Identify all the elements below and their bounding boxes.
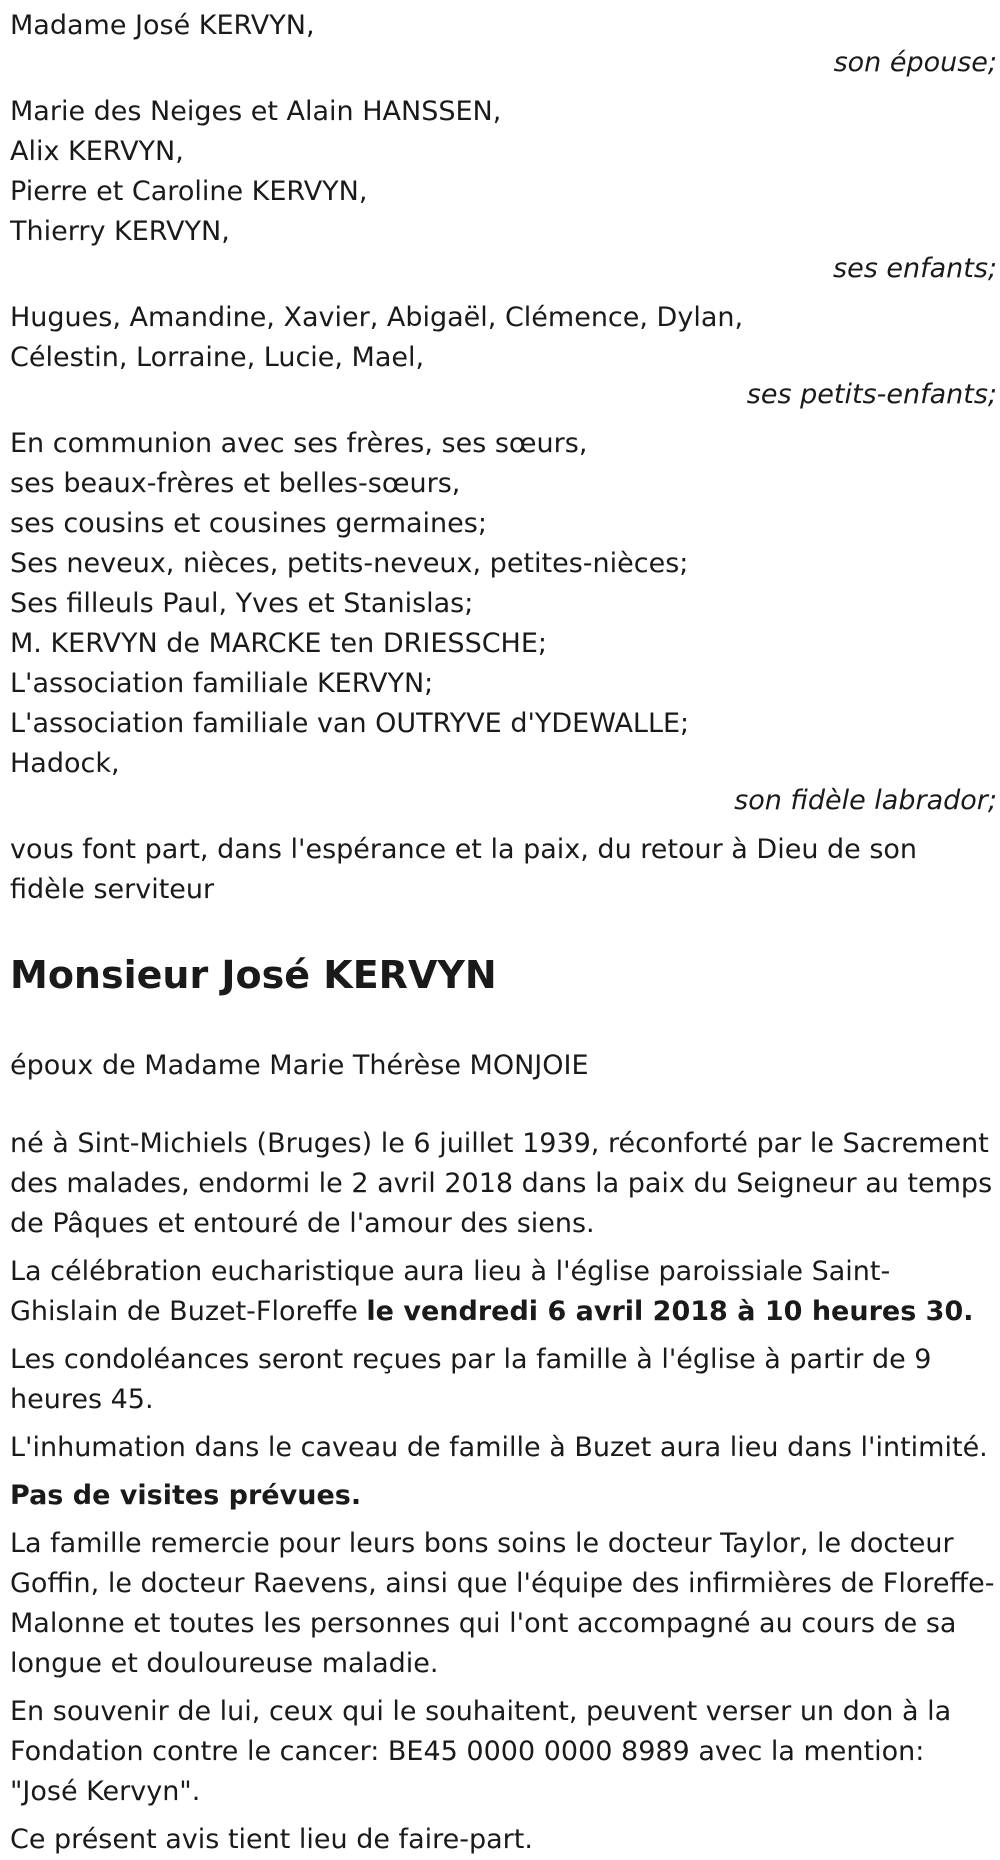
spouse-of-text: époux de Madame Marie Thérèse MONJOIE	[10, 1050, 589, 1081]
ceremony-date: le vendredi 6 avril 2018 à 10 heures 30.	[366, 1296, 974, 1327]
child-line: Alix KERVYN,	[10, 136, 184, 167]
children-role: ses enfants;	[833, 253, 997, 284]
pet-role: son fidèle labrador;	[734, 785, 997, 816]
ceremony-paragraph	[10, 1252, 998, 1332]
thanks-text: La famille remercie pour leurs bons soins le docteur Taylor, le docteur Goffin, le docteur Raevens, ainsi que l'équipe des infirmières de Floreffe-Malonne et toutes les personnes qui l'ont accompagné au cours de sa longue et douloureuse maladie.	[10, 1528, 995, 1679]
others-block	[10, 424, 998, 818]
announcement-text: vous font part, dans l'espérance et la paix, du retour à Dieu de son fidèle serviteur	[10, 834, 918, 905]
relative-line: ses cousins et cousines germaines;	[10, 508, 487, 539]
spouse-role: son épouse;	[833, 47, 997, 78]
spouse-name: Madame José KERVYN,	[10, 10, 315, 41]
relative-line: Ses filleuls Paul, Yves et Stanislas;	[10, 588, 474, 619]
grandchildren-block	[10, 298, 998, 412]
spouse-block	[10, 6, 998, 80]
closing-text: Ce présent avis tient lieu de faire-part.	[10, 1824, 533, 1855]
condolences-text: Les condoléances seront reçues par la famille à l'église à partir de 9 heures 45.	[10, 1344, 932, 1415]
relative-line: ses beaux-frères et belles-sœurs,	[10, 468, 461, 499]
grandchildren-role: ses petits-enfants;	[746, 379, 997, 410]
burial-text: L'inhumation dans le caveau de famille à Buzet aura lieu dans l'intimité.	[10, 1432, 988, 1463]
relative-line: M. KERVYN de MARCKE ten DRIESSCHE;	[10, 628, 548, 659]
child-line: Pierre et Caroline KERVYN,	[10, 176, 368, 207]
child-line: Thierry KERVYN,	[10, 216, 230, 247]
relative-line: Ses neveux, nièces, petits-neveux, petites-nièces;	[10, 548, 689, 579]
relative-line: L'association familiale KERVYN;	[10, 668, 434, 699]
relative-line: Hadock,	[10, 748, 120, 779]
deceased-name-heading: Monsieur José KERVYN	[10, 953, 497, 997]
donation-text: En souvenir de lui, ceux qui le souhaitent, peuvent verser un don à la Fondation contre le cancer: BE45 0000 0000 8989 avec la mention: "José Kervyn".	[10, 1696, 952, 1807]
grandchildren-line: Hugues, Amandine, Xavier, Abigaël, Clémence, Dylan,	[10, 302, 744, 333]
child-line: Marie des Neiges et Alain HANSSEN,	[10, 96, 502, 127]
no-visits-text: Pas de visites prévues.	[10, 1480, 362, 1511]
children-block	[10, 92, 998, 286]
relative-line: En communion avec ses frères, ses sœurs,	[10, 428, 588, 459]
relative-line: L'association familiale van OUTRYVE d'YDEWALLE;	[10, 708, 690, 739]
grandchildren-line: Célestin, Lorraine, Lucie, Mael,	[10, 342, 425, 373]
ceremony-text: La célébration eucharistique aura lieu à l'église paroissiale Saint-Ghislain de Buzet-Floreffe	[10, 1256, 891, 1327]
section-spacer	[10, 1094, 998, 1124]
birth-death-text: né à Sint-Michiels (Bruges) le 6 juillet 1939, réconforté par le Sacrement des malades, endormi le 2 avril 2018 dans la paix du Seigneur au temps de Pâques et entouré de l'amour des siens.	[10, 1128, 993, 1239]
